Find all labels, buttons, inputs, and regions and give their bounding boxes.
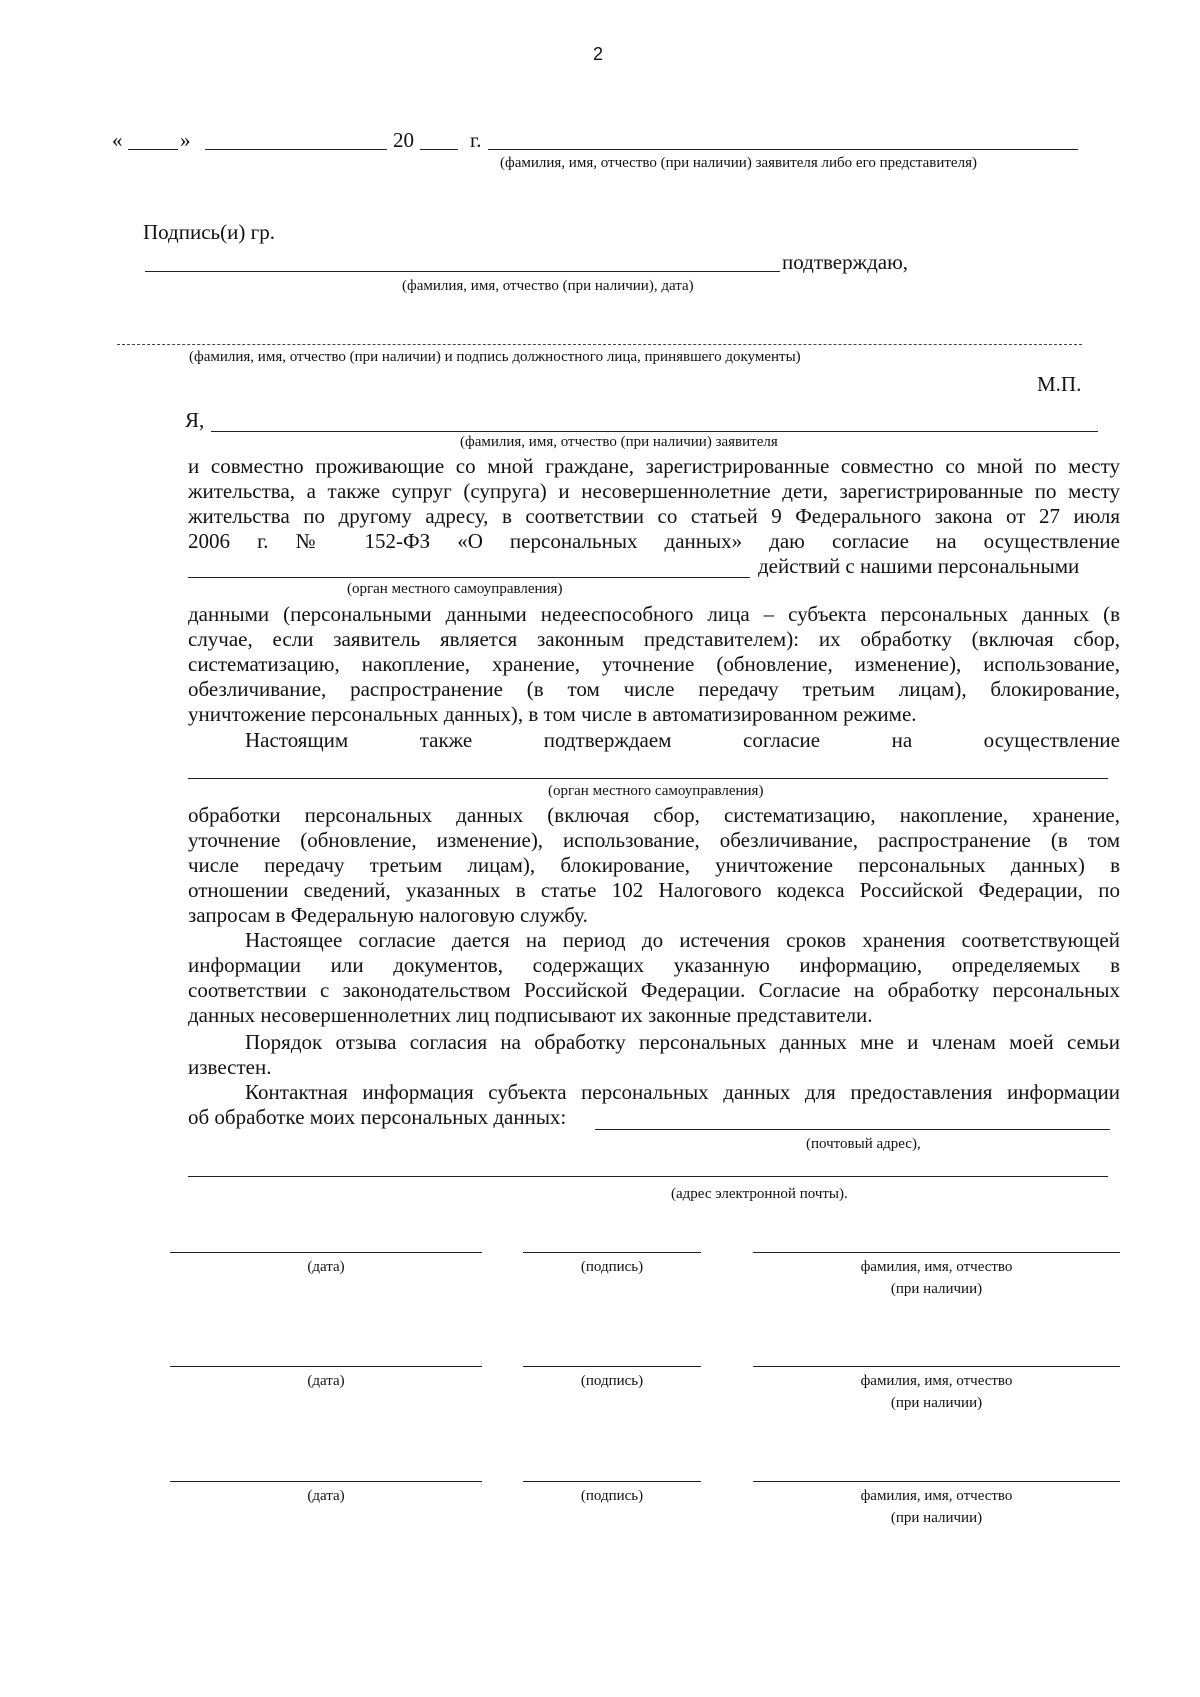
signature-name-blank — [145, 271, 780, 272]
fio-blank — [753, 1252, 1120, 1253]
applicant-name-blank — [488, 149, 1078, 150]
confirm-word: подтверждаю, — [782, 250, 909, 274]
signature-label: Подпись(и) гр. — [143, 220, 275, 244]
consent-paragraph-1 — [188, 454, 1120, 554]
postal-caption: (почтовый адрес), — [806, 1136, 921, 1152]
fio-caption-2: (при наличии) — [890, 1281, 983, 1297]
text-line: 2006 г. № 152-ФЗ «О персональных данных» даю согласие на осуществление — [188, 529, 1120, 553]
text-line: Порядок отзыва согласия на обработку персональных данных мне и членам моей семьи — [245, 1030, 1120, 1054]
official-blank — [117, 344, 1082, 345]
year-blank — [420, 149, 458, 150]
text-line: случае, если заявитель является законным представителем): их обработку (включая сбор, — [188, 627, 1120, 651]
text-line: информации или документов, содержащих указанную информацию, определяемых в — [188, 953, 1120, 977]
fio-caption-2: (при наличии) — [890, 1510, 983, 1526]
date-caption: (дата) — [307, 1488, 345, 1504]
year-suffix: г. — [470, 128, 482, 152]
fio-caption-2: (при наличии) — [890, 1395, 983, 1411]
fio-caption: фамилия, имя, отчество — [860, 1259, 1013, 1275]
month-blank — [205, 149, 387, 150]
i-label: Я, — [185, 408, 205, 432]
text-line: обработки персональных данных (включая сбор, систематизацию, накопление, хранение, — [188, 803, 1120, 827]
sign-blank — [523, 1366, 701, 1367]
text-line: Настоящее согласие дается на период до истечения сроков хранения соответствующей — [245, 928, 1120, 952]
text-line: Контактная информация субъекта персональных данных для предоставления информации — [245, 1080, 1120, 1104]
i-caption: (фамилия, имя, отчество (при наличии) заявителя — [460, 434, 778, 450]
text-line: и совместно проживающие со мной граждане, зарегистрированные совместно со мной по месту — [188, 454, 1120, 478]
organ-blank-2 — [188, 778, 1108, 779]
text-line: Настоящим также подтверждаем согласие на осуществление — [245, 728, 1120, 752]
official-caption: (фамилия, имя, отчество (при наличии) и подпись должностного лица, принявшего документы) — [189, 349, 801, 365]
organ-caption-2: (орган местного самоуправления) — [548, 783, 764, 799]
text-line: уточнение (обновление, изменение), использование, обезличивание, распространение (в том — [188, 828, 1120, 852]
text-line: жительства, а также супруг (супруга) и несовершеннолетние дети, зарегистрированные по месту — [188, 479, 1120, 503]
date-blank — [170, 1366, 482, 1367]
consent-paragraph-5 — [188, 928, 1120, 1028]
organ-caption-1: (орган местного самоуправления) — [347, 581, 563, 597]
email-address-blank — [188, 1176, 1108, 1177]
consent-paragraph-3 — [245, 728, 1120, 753]
text-line: жительства по другому адресу, в соответствии со статьей 9 Федерального закона от 27 июля — [188, 504, 1120, 528]
date-caption: (дата) — [307, 1259, 345, 1275]
text-line: запросам в Федеральную налоговую службу. — [188, 903, 588, 927]
year-prefix: 20 — [393, 128, 414, 152]
text-line: отношении сведений, указанных в статье 102 Налогового кодекса Российской Федерации, по — [188, 878, 1120, 902]
postal-address-blank — [595, 1129, 1110, 1130]
organ-blank-1 — [188, 577, 750, 578]
sign-caption: (подпись) — [580, 1259, 644, 1275]
email-caption: (адрес электронной почты). — [671, 1186, 848, 1202]
fio-blank — [753, 1481, 1120, 1482]
text-line: данных несовершеннолетних лиц подписывают их законные представители. — [188, 1003, 873, 1027]
fio-caption: фамилия, имя, отчество — [860, 1373, 1013, 1389]
applicant-caption: (фамилия, имя, отчество (при наличии) заявителя либо его представителя) — [500, 155, 977, 171]
text-line: обезличивание, распространение (в том числе передачу третьим лицам), блокирование, — [188, 677, 1120, 701]
actions-text: действий с нашими персональными — [758, 554, 1080, 578]
sign-blank — [523, 1481, 701, 1482]
sign-caption: (подпись) — [580, 1488, 644, 1504]
confirm-caption: (фамилия, имя, отчество (при наличии), дата) — [402, 278, 694, 294]
page-number: 2 — [593, 44, 604, 64]
text-line: уничтожение персональных данных), в том числе в автоматизированном режиме. — [188, 702, 917, 726]
text-line: об обработке моих персональных данных: — [188, 1105, 567, 1129]
fio-blank — [753, 1366, 1120, 1367]
date-open-quote: « — [112, 128, 123, 152]
day-blank — [128, 149, 178, 150]
consent-paragraph-2 — [188, 602, 1120, 727]
text-line: систематизацию, накопление, хранение, уточнение (обновление, изменение), использование, — [188, 652, 1120, 676]
consent-paragraph-4 — [188, 803, 1120, 928]
date-blank — [170, 1252, 482, 1253]
consent-paragraph-7 — [188, 1080, 1120, 1130]
text-line: числе передачу третьим лицам), блокирование, уничтожение персональных данных) в — [188, 853, 1120, 877]
text-line: соответствии с законодательством Российской Федерации. Согласие на обработку персональных — [188, 978, 1120, 1002]
sign-caption: (подпись) — [580, 1373, 644, 1389]
text-line: известен. — [188, 1055, 272, 1079]
consent-paragraph-6 — [188, 1030, 1120, 1080]
date-caption: (дата) — [307, 1373, 345, 1389]
date-blank — [170, 1481, 482, 1482]
date-close-quote: » — [180, 128, 191, 152]
stamp-label: М.П. — [1037, 372, 1082, 396]
fio-caption: фамилия, имя, отчество — [860, 1488, 1013, 1504]
text-line: данными (персональными данными недееспособного лица – субъекта персональных данных (в — [188, 602, 1120, 626]
sign-blank — [523, 1252, 701, 1253]
i-name-blank — [211, 431, 1098, 432]
